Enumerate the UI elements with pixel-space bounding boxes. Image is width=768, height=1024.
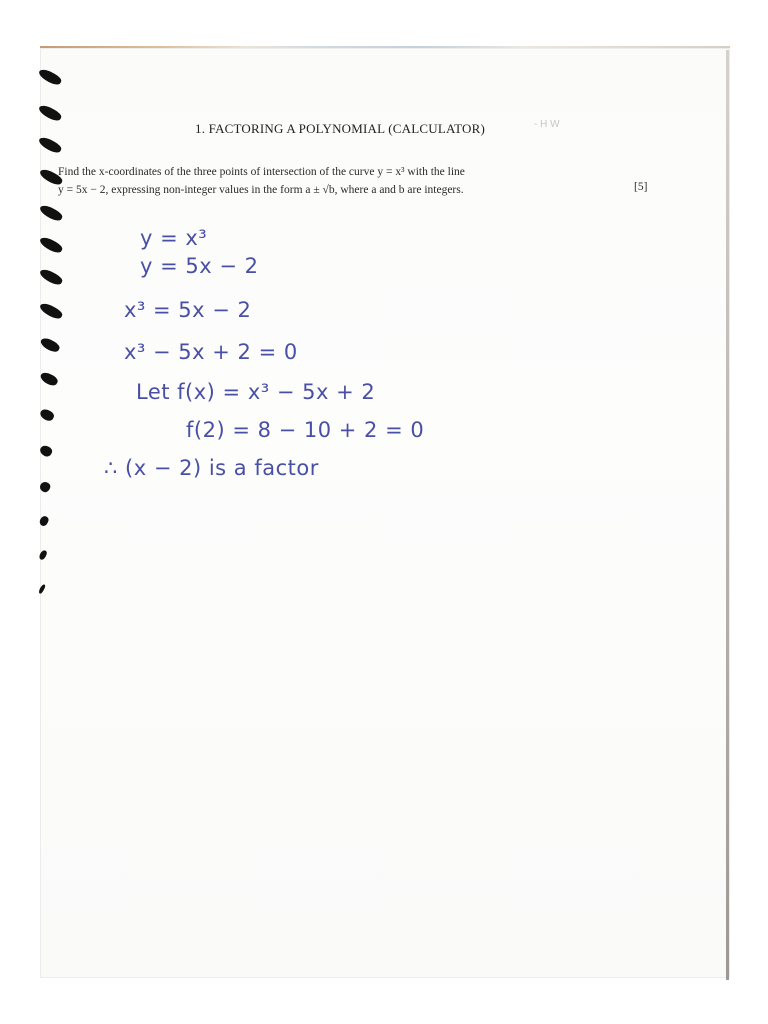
working-line-7: ∴ (x − 2) is a factor	[104, 456, 319, 480]
working-line-4: x³ − 5x + 2 = 0	[124, 340, 298, 364]
question-text-line-1: Find the x-coordinates of the three points of intersection of the curve y = x³ with the line	[58, 166, 465, 178]
paper-right-edge	[726, 50, 729, 980]
working-line-3: x³ = 5x − 2	[124, 298, 252, 322]
worksheet-heading: 1. FACTORING A POLYNOMIAL (CALCULATOR)	[195, 121, 486, 136]
working-line-1: y = x³	[140, 226, 208, 250]
working-line-2: y = 5x − 2	[140, 254, 259, 278]
working-line-6: f(2) = 8 − 10 + 2 = 0	[186, 418, 425, 442]
heading-annotation: - H W	[534, 119, 560, 130]
marks-label: [5]	[634, 181, 648, 193]
working-line-5: Let f(x) = x³ − 5x + 2	[136, 380, 376, 404]
question-text-line-2: y = 5x − 2, expressing non-integer values in the form a ± √b, where a and b are integers.	[58, 184, 464, 196]
